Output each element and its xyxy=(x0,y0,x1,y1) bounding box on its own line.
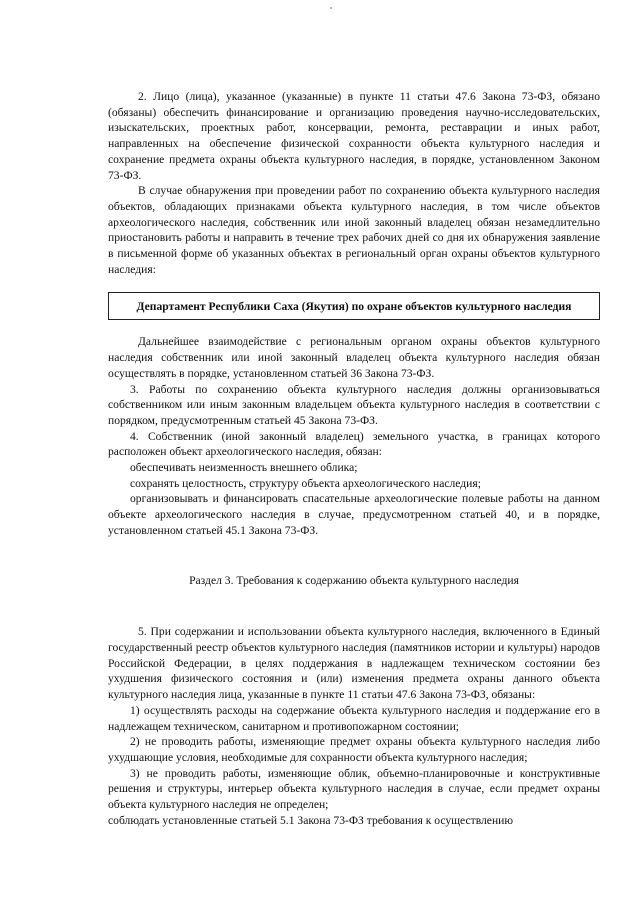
section-title: Раздел 3. Требования к содержанию объекта культурного наследия xyxy=(189,573,519,587)
paragraph-obligation-appearance: обеспечивать неизменность внешнего облика; xyxy=(130,461,358,475)
department-name: Департамент Республики Саха (Якутия) по охране объектов культурного наследия xyxy=(136,299,572,313)
document-body xyxy=(108,89,600,828)
paragraph-item-2: 2. Лицо (лица), указанное (указанные) в пункте 11 статьи 47.6 Закона 73-ФЗ, обязано (обязаны) обеспечить финансирование и организацию проведения научно-исследовательских, изыскательских, проектных работ, консервации, ремонта, реставрации и иных работ, направленных на обеспечение физической сохранности объекта культурного наследия и сохранение предмета охраны объекта культурного наследия, в порядке, установленном Законом 73-ФЗ. xyxy=(108,90,600,182)
paragraph-subitem-1: 1) осуществлять расходы на содержание объекта культурного наследия и поддержание его в надлежащем техническом, санитарном и противопожарном состоянии; xyxy=(108,703,600,733)
paragraph-item-5: 5. При содержании и использовании объекта культурного наследия, включенного в Единый государственный реестр объектов культурного наследия (памятников истории и культуры) народов Российской Федерации, в целях поддержания в надлежащем техническом состоянии без ухудшения физического состояния и (или) изменения предмета охраны данного объекта культурного наследия лица, указанные в пункте 11 статьи 47.6 Закона 73-ФЗ, обязаны: xyxy=(108,625,600,702)
department-name-box xyxy=(108,292,600,320)
paragraph-discovery-notice: В случае обнаружения при проведении работ по сохранению объекта культурного наследия объектов, обладающих признаками объекта культурного наследия, в том числе объектов археологического наследия, собственник или иной законный владелец обязан незамедлительно приостановить работы и направить в течение трех рабочих дней со дня их обнаружения заявление в письменной форме об указанных объектах в региональный орган охраны объектов культурного наследия: xyxy=(108,184,600,276)
paragraph-item-3: 3. Работы по сохранению объекта культурного наследия должны организовываться собственником или иным законным владельцем объекта культурного наследия в соответствии с порядком, предусмотренным статьей 45 Закона 73-ФЗ. xyxy=(108,382,600,427)
paragraph-subitem-2: 2) не проводить работы, изменяющие предмет охраны объекта культурного наследия либо ухудшающие условия, необходимые для сохранности объекта культурного наследия; xyxy=(108,735,600,764)
paragraph-subitem-3: 3) не проводить работы, изменяющие облик, объемно-планировочные и конструктивные решения и структуры, интерьер объекта культурного наследия в случае, если предмет охраны объекта культурного наследия не определен; xyxy=(108,766,600,812)
paragraph-requirements-compliance: соблюдать установленные статьей 5.1 Закона 73-ФЗ требования к осуществлению xyxy=(108,813,514,827)
paragraph-obligation-integrity: сохранять целостность, структуру объекта археологического наследия; xyxy=(130,476,481,490)
paragraph-item-4: 4. Собственник (иной законный владелец) земельного участка, в границах которого расположен объект археологического наследия, обязан: xyxy=(108,429,600,459)
paragraph-obligation-rescue-works: организовывать и финансировать спасательные археологические полевые работы на данном объекте археологического наследия в случае, предусмотренном статьей 40, и в порядке, установленном статьей 45.1 Закона 73-ФЗ. xyxy=(108,492,600,537)
paragraph-further-interaction: Дальнейшее взаимодействие с региональным органом охраны объектов культурного наследия собственник или иной законный владелец объекта культурного наследия обязан осуществлять в порядке, установленном статьей 36 Закона 73-ФЗ. xyxy=(108,335,600,380)
scan-speck xyxy=(330,7,332,9)
